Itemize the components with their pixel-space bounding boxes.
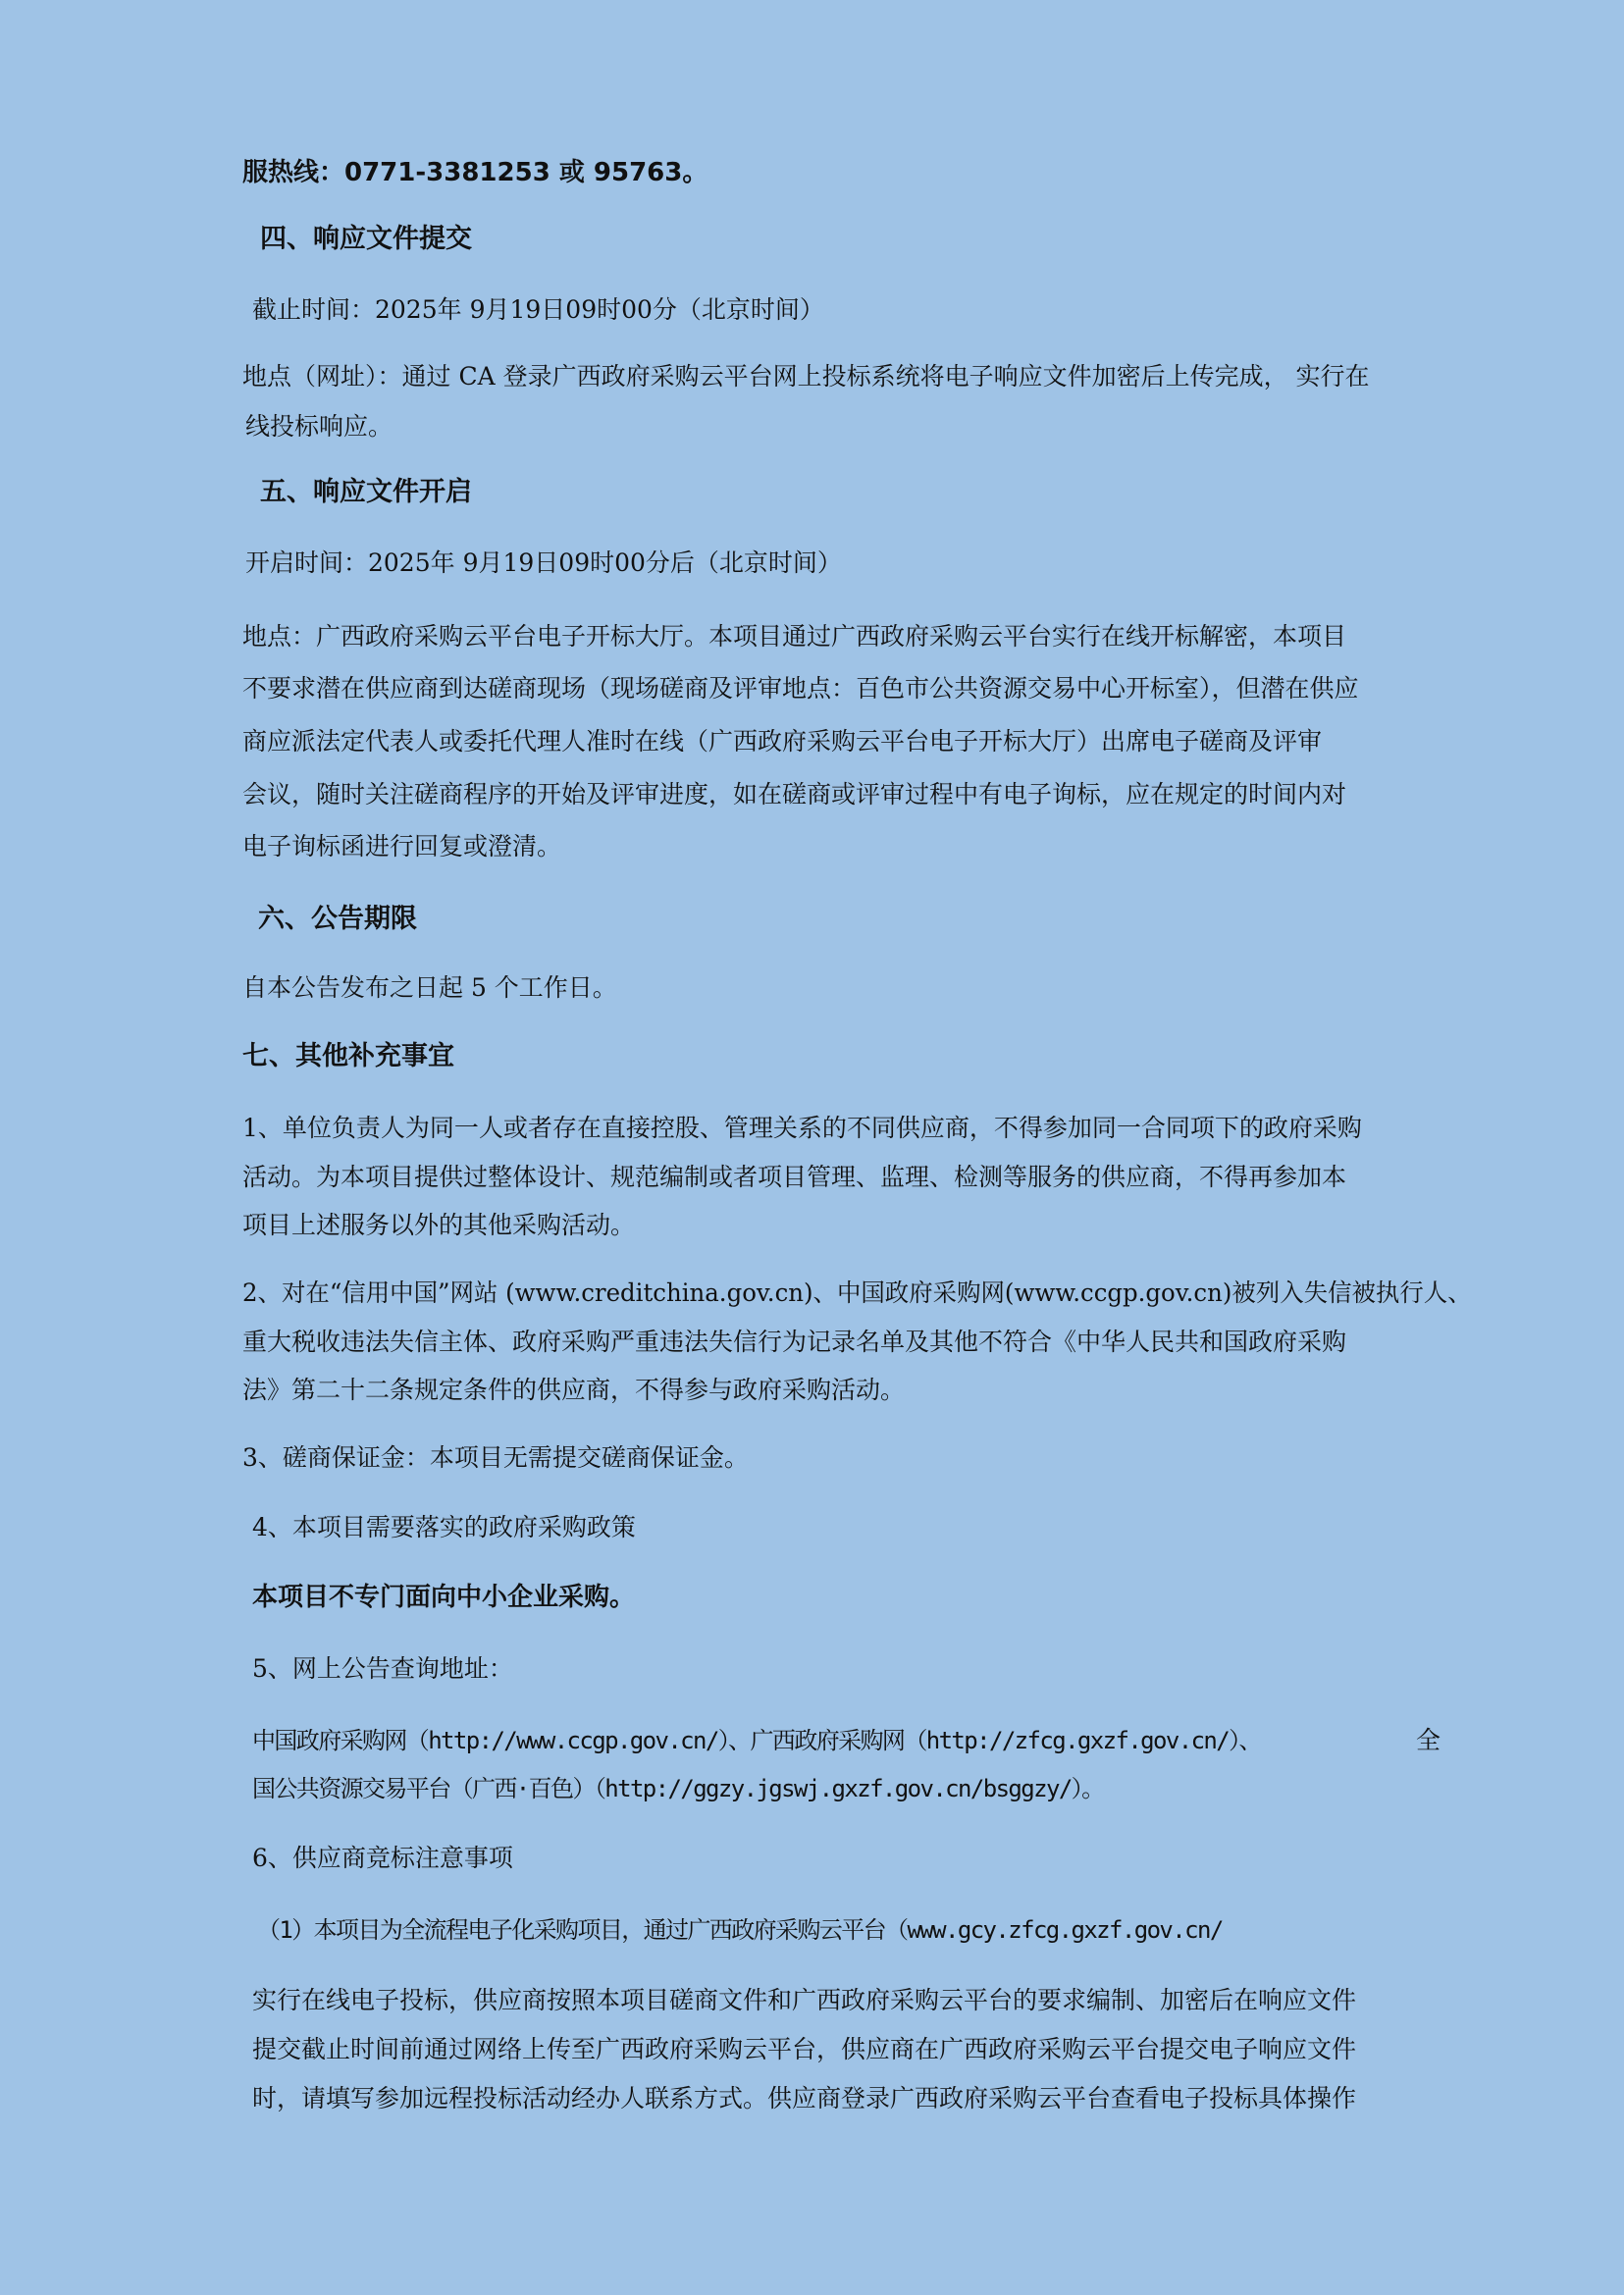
- other-item-1-line: 项目上述服务以外的其他采购活动。: [242, 1211, 636, 1239]
- opening-location-line: 电子询标函进行回复或澄清。: [242, 832, 562, 861]
- other-item-6-title: 6、供应商竞标注意事项: [252, 1844, 513, 1872]
- other-item-1-line: 活动。为本项目提供过整体设计、规范编制或者项目管理、监理、检测等服务的供应商，不得再参加本: [242, 1163, 1347, 1191]
- opening-location-line: 地点：广西政府采购云平台电子开标大厅。本项目通过广西政府采购云平台实行在线开标解密，本项目: [242, 622, 1347, 651]
- other-item-6-line: 提交截止时间前通过网络上传至广西政府采购云平台，供应商在广西政府采购云平台提交电子响应文件: [252, 2035, 1357, 2063]
- other-item-5-links: 中国政府采购网（http://www.ccgp.gov.cn/）、广西政府采购网（http://zfcg.gxzf.gov.cn/）、: [252, 1727, 1261, 1754]
- opening-location-line: 会议，随时关注磋商程序的开始及评审进度，如在磋商或评审过程中有电子询标，应在规定的时间内对: [242, 780, 1347, 808]
- other-item-5-links: 国公共资源交易平台（广西·百色）（http://ggzy.jgswj.gxzf.gov.cn/bsggzy/）。: [252, 1775, 1104, 1802]
- other-item-6-subitem: （1）本项目为全流程电子化采购项目，通过广西政府采购云平台（www.gcy.zfcg.gxzf.gov.cn/: [257, 1916, 1223, 1944]
- notice-period-text: 自本公告发布之日起 5 个工作日。: [242, 973, 617, 1002]
- other-item-4-body: 本项目不专门面向中小企业采购。: [252, 1583, 636, 1612]
- other-item-4-title: 4、本项目需要落实的政府采购政策: [252, 1513, 636, 1541]
- opening-location-line: 商应派法定代表人或委托代理人准时在线（广西政府采购云平台电子开标大厅）出席电子磋商及评审: [242, 727, 1323, 756]
- section-heading-opening: 五、响应文件开启: [260, 477, 472, 507]
- other-item-2-line: 2、对在“信用中国”网站 (www.creditchina.gov.cn)、中国政府采购网(www.ccgp.gov.cn)被列入失信被执行人、: [242, 1278, 1472, 1307]
- other-item-6-line: 时，请填写参加远程投标活动经办人联系方式。供应商登录广西政府采购云平台查看电子投标具体操作: [252, 2084, 1357, 2112]
- other-item-3: 3、磋商保证金：本项目无需提交磋商保证金。: [242, 1443, 749, 1472]
- other-item-5-links: 全: [1416, 1726, 1441, 1754]
- submission-location-line: 线投标响应。: [245, 412, 393, 441]
- hotline-text: 服热线：0771-3381253 或 95763。: [242, 158, 708, 187]
- other-item-2-line: 重大税收违法失信主体、政府采购严重违法失信行为记录名单及其他不符合《中华人民共和国政府采购: [242, 1328, 1347, 1356]
- section-heading-submission: 四、响应文件提交: [260, 224, 472, 254]
- other-item-1-line: 1、单位负责人为同一人或者存在直接控股、管理关系的不同供应商，不得参加同一合同项下的政府采购: [242, 1114, 1362, 1142]
- submission-deadline: 截止时间：2025年 9月19日09时00分（北京时间）: [252, 295, 824, 324]
- opening-location-line: 不要求潜在供应商到达磋商现场（现场磋商及评审地点：百色市公共资源交易中心开标室），但潜在供应: [242, 674, 1359, 703]
- other-item-2-line: 法》第二十二条规定条件的供应商，不得参与政府采购活动。: [242, 1376, 906, 1404]
- other-item-5-title: 5、网上公告查询地址：: [252, 1654, 513, 1683]
- section-heading-other: 七、其他补充事宜: [242, 1041, 454, 1071]
- other-item-6-line: 实行在线电子投标，供应商按照本项目磋商文件和广西政府采购云平台的要求编制、加密后在响应文件: [252, 1986, 1357, 2014]
- section-heading-notice-period: 六、公告期限: [258, 904, 417, 934]
- opening-time: 开启时间：2025年 9月19日09时00分后（北京时间）: [245, 548, 842, 577]
- submission-location-line: 地点（网址）：通过 CA 登录广西政府采购云平台网上投标系统将电子响应文件加密后上传完成， 实行在: [242, 362, 1370, 391]
